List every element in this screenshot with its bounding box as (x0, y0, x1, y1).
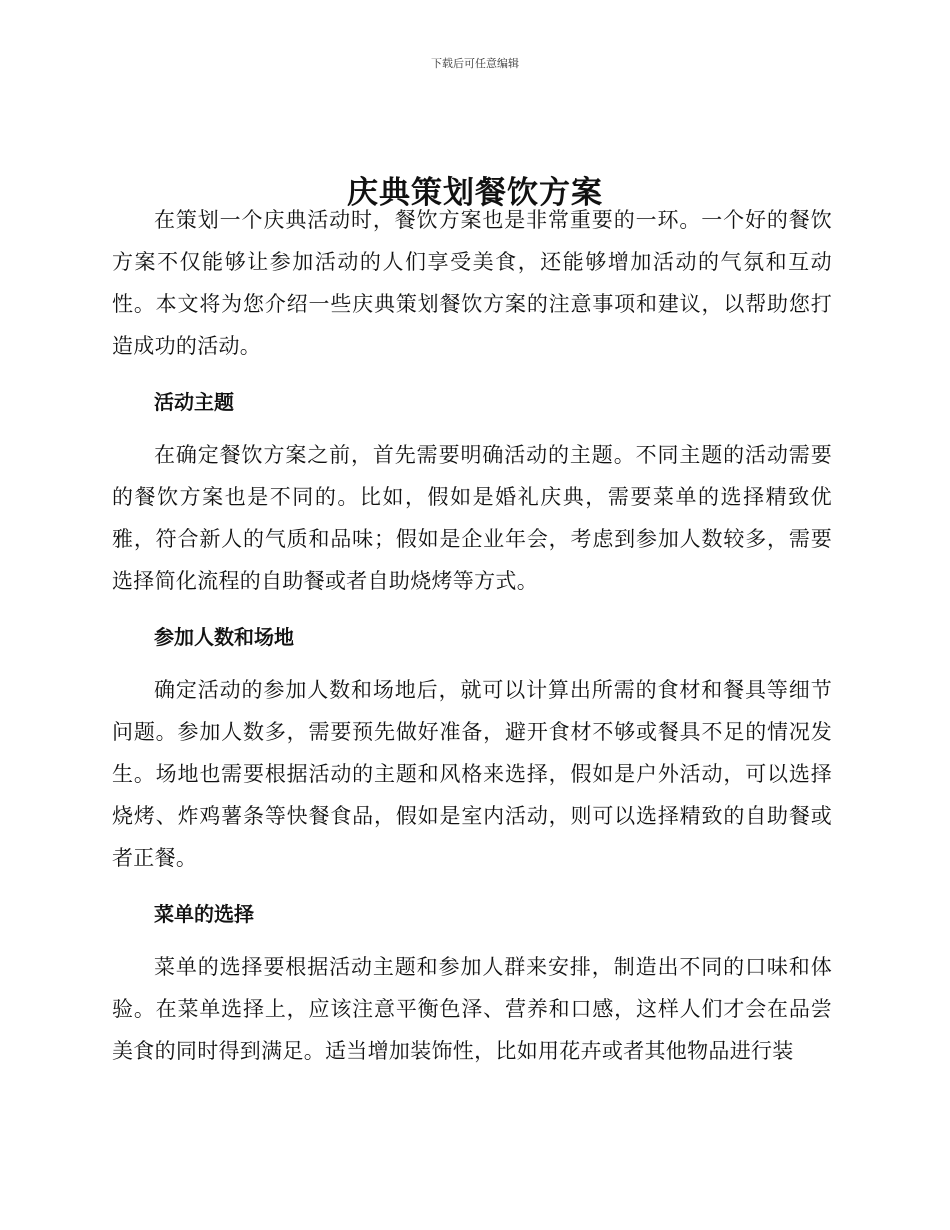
document-body (112, 199, 832, 1072)
section-heading-attendance-venue: 参加人数和场地 (154, 625, 294, 649)
section-heading-menu: 菜单的选择 (154, 902, 254, 926)
document-title: 庆典策划餐饮方案 (347, 174, 603, 211)
section-paragraph-attendance-venue: 确定活动的参加人数和场地后，就可以计算出所需的食材和餐具等细节问题。参加人数多，需要预先做好准备，避开食材不够或餐具不足的情况发生。场地也需要根据活动的主题和风格来选择，假如是户外活动，可以选择烧烤、炸鸡薯条等快餐食品，假如是室内活动，则可以选择精致的自助餐或者正餐。 (112, 678, 832, 870)
section-heading-theme: 活动主题 (154, 390, 234, 414)
section-paragraph-theme: 在确定餐饮方案之前，首先需要明确活动的主题。不同主题的活动需要的餐饮方案也是不同的。比如，假如是婚礼庆典，需要菜单的选择精致优雅，符合新人的气质和品味；假如是企业年会，考虑到参加人数较多，需要选择简化流程的自助餐或者自助烧烤等方式。 (112, 443, 832, 593)
page-header-note: 下载后可任意编辑 (431, 57, 519, 70)
intro-paragraph: 在策划一个庆典活动时，餐饮方案也是非常重要的一环。一个好的餐饮方案不仅能够让参加活动的人们享受美食，还能够增加活动的气氛和互动性。本文将为您介绍一些庆典策划餐饮方案的注意事项和建议，以帮助您打造成功的活动。 (112, 208, 832, 358)
section-paragraph-menu: 菜单的选择要根据活动主题和参加人群来安排，制造出不同的口味和体验。在菜单选择上，应该注意平衡色泽、营养和口感，这样人们才会在品尝美食的同时得到满足。适当增加装饰性，比如用花卉或者其他物品进行装 (112, 955, 832, 1063)
